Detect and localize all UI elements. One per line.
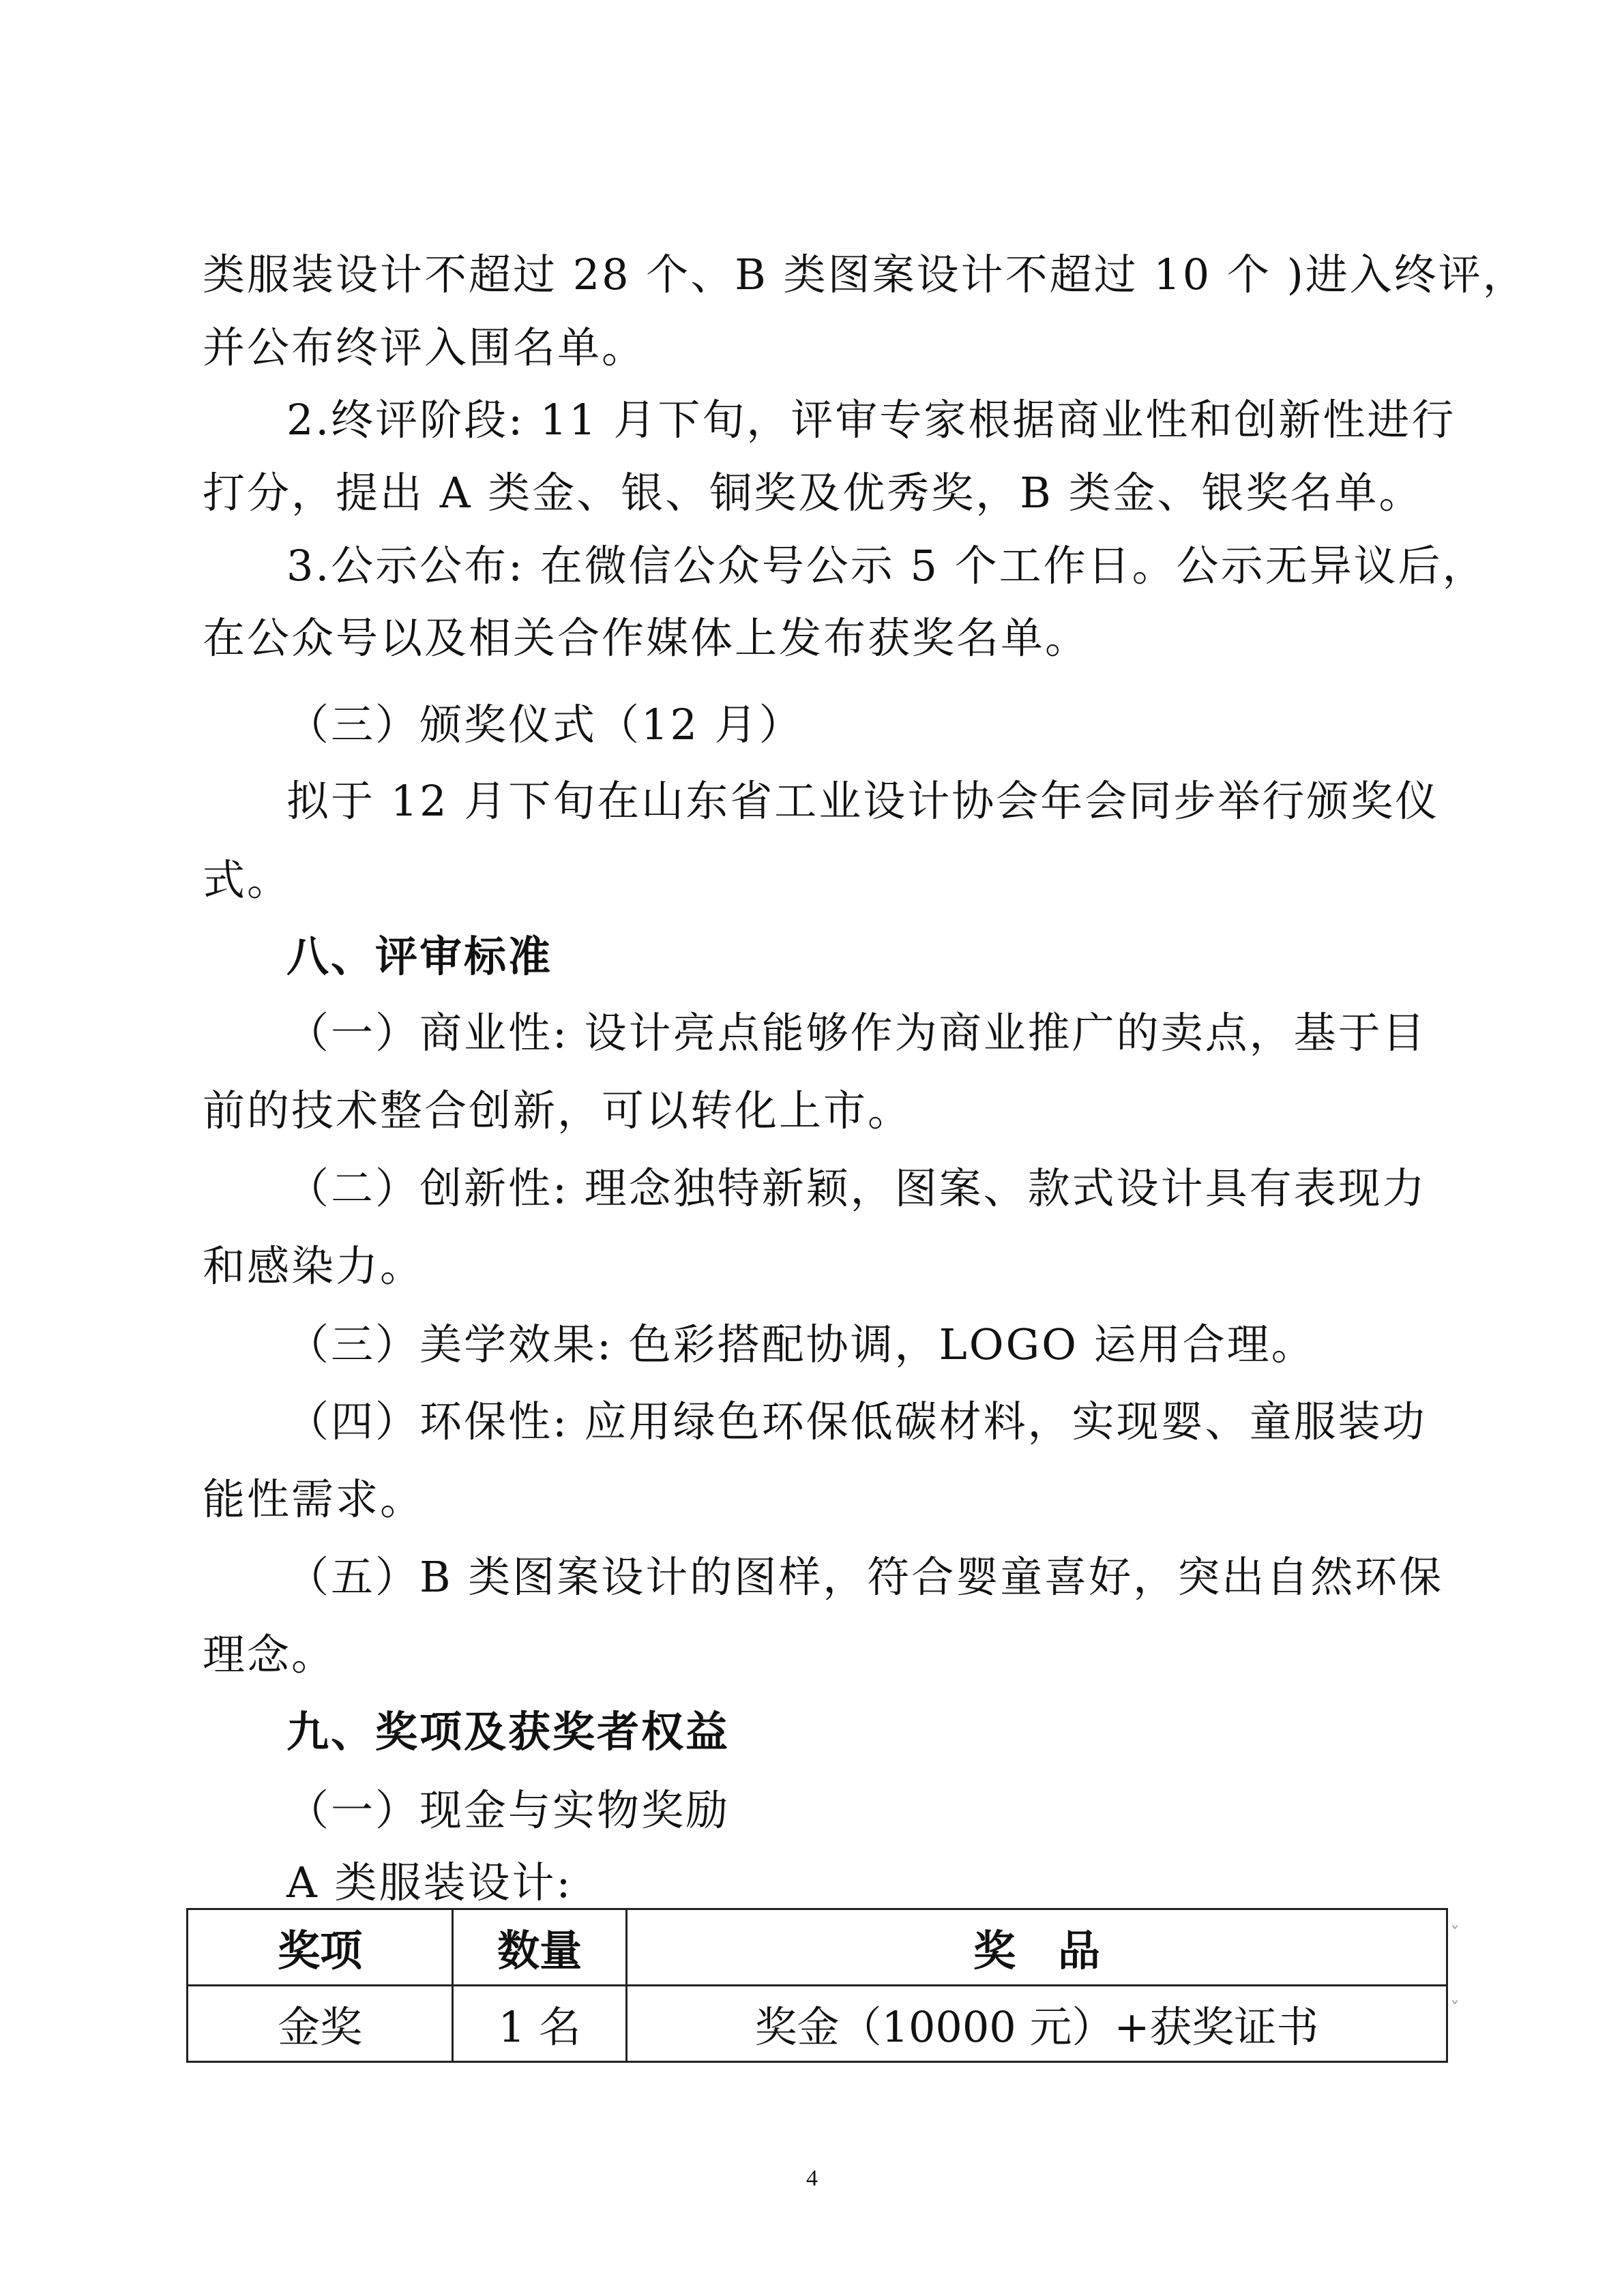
section-heading-evaluation-criteria: 八、评审标准: [286, 931, 553, 981]
paragraph-line: 2.终评阶段: 11 月下旬，评审专家根据商业性和创新性进行: [286, 395, 1456, 445]
award-table: [186, 1908, 1448, 2063]
header-prize: 奖 品: [626, 1909, 1447, 1986]
paragraph-line: 式。: [203, 855, 292, 905]
subsection-heading: （一）现金与实物奖励: [286, 1785, 730, 1835]
header-award: 奖项: [188, 1909, 453, 1986]
paragraph-line: 在公众号以及相关合作媒体上发布获奖名单。: [203, 613, 1090, 663]
paragraph-line: （五）B 类图案设计的图样，符合婴童喜好，突出自然环保: [286, 1552, 1444, 1602]
header-quantity: 数量: [453, 1909, 627, 1986]
margin-mark: ˇ: [1450, 1998, 1460, 2021]
paragraph-line: 能性需求。: [203, 1474, 425, 1524]
page-number: 4: [806, 2166, 818, 2191]
subsection-heading: （三）颁奖仪式（12 月）: [286, 700, 803, 749]
paragraph-line: 打分，提出 A 类金、银、铜奖及优秀奖，B 类金、银奖名单。: [203, 468, 1423, 518]
paragraph-line: 类服装设计不超过 28 个、B 类图案设计不超过 10 个 )进入终评，: [203, 250, 1527, 299]
cell-prize: 奖金（10000 元）+获奖证书: [626, 1986, 1447, 2062]
table-caption: A 类服装设计:: [286, 1858, 573, 1907]
paragraph-line: （二）创新性: 理念独特新颖，图案、款式设计具有表现力: [286, 1163, 1427, 1213]
paragraph-line: 理念。: [203, 1630, 336, 1680]
paragraph-line: （四）环保性: 应用绿色环保低碳材料，实现婴、童服装功: [286, 1397, 1427, 1446]
margin-mark: ˇ: [1450, 1923, 1460, 1945]
paragraph-line: 和感染力。: [203, 1241, 425, 1291]
paragraph-line: 前的技术整合创新，可以转化上市。: [203, 1086, 913, 1135]
cell-quantity: 1 名: [453, 1986, 627, 2062]
table-header-row: [188, 1909, 1447, 1986]
paragraph-line: 3.公示公布: 在微信公众号公示 5 个工作日。公示无异议后，: [286, 541, 1487, 591]
table-row: [188, 1986, 1447, 2062]
paragraph-line: 并公布终评入围名单。: [203, 323, 647, 372]
paragraph-line: （一）商业性: 设计亮点能够作为商业推广的卖点，基于目: [286, 1008, 1427, 1058]
paragraph-line: （三）美学效果: 色彩搭配协调，LOGO 运用合理。: [286, 1320, 1316, 1369]
cell-award: 金奖: [188, 1986, 453, 2062]
paragraph-line: 拟于 12 月下旬在山东省工业设计协会年会同步举行颁奖仪: [286, 776, 1440, 826]
section-heading-awards: 九、奖项及获奖者权益: [286, 1707, 730, 1757]
